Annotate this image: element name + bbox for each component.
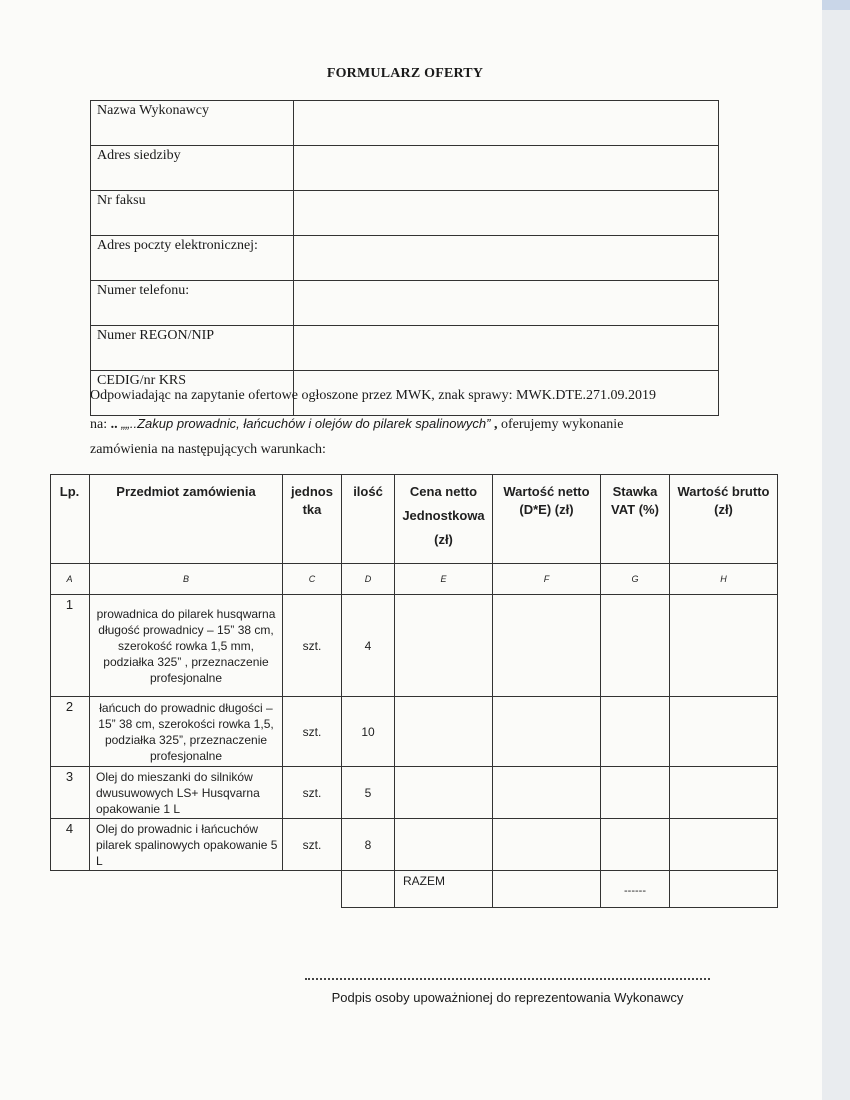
regon-nip-field[interactable] bbox=[294, 326, 719, 371]
net-price-field[interactable] bbox=[395, 767, 493, 819]
column-letter: E bbox=[395, 564, 493, 595]
item-quantity: 5 bbox=[342, 767, 395, 819]
header-lp: Lp. bbox=[50, 474, 90, 564]
table-row bbox=[91, 101, 719, 146]
gross-value-field[interactable] bbox=[670, 819, 778, 871]
table-row bbox=[91, 281, 719, 326]
scan-edge-corner bbox=[822, 0, 850, 10]
fax-field[interactable] bbox=[294, 191, 719, 236]
total-empty-cell bbox=[342, 871, 395, 908]
intro-line-2 bbox=[90, 410, 730, 438]
field-label: Adres poczty elektronicznej: bbox=[91, 236, 294, 281]
intro-dots: .. bbox=[110, 417, 118, 432]
header-gross: Wartość brutto (zł) bbox=[670, 474, 778, 564]
header-net-value: Wartość netto (D*E) (zł) bbox=[493, 474, 601, 564]
header-net-price: Cena netto Jednostkowa (zł) bbox=[395, 474, 493, 564]
field-label: CEDIG/nr KRS bbox=[91, 371, 294, 416]
intro-line-1: Odpowiadając na zapytanie ofertowe ogłoszone przez MWK, znak sprawy: MWK.DTE.271.09.2019 bbox=[90, 388, 657, 403]
email-field[interactable] bbox=[294, 236, 719, 281]
item-quantity: 10 bbox=[342, 697, 395, 767]
net-value-field[interactable] bbox=[493, 819, 601, 871]
item-description: Olej do prowadnic i łańcuchów pilarek spalinowych opakowanie 5 L bbox=[90, 819, 283, 871]
vat-rate-field[interactable] bbox=[601, 819, 670, 871]
column-letter: B bbox=[90, 564, 283, 595]
column-letter: F bbox=[493, 564, 601, 595]
table-row bbox=[91, 146, 719, 191]
item-description: łańcuch do prowadnic długości – 15” 38 cm, szerokości rowka 1,5, podziałka 325”, przeznaczenie profesjonalne bbox=[90, 697, 283, 767]
header-vat: Stawka VAT (%) bbox=[601, 474, 670, 564]
address-field[interactable] bbox=[294, 146, 719, 191]
item-unit: szt. bbox=[283, 767, 342, 819]
table-row bbox=[91, 191, 719, 236]
table-row bbox=[91, 236, 719, 281]
gross-value-field[interactable] bbox=[670, 697, 778, 767]
field-label: Numer telefonu: bbox=[91, 281, 294, 326]
total-vat-dash: ------ bbox=[601, 871, 670, 908]
net-value-field[interactable] bbox=[493, 697, 601, 767]
item-description: prowadnica do pilarek husqwarna długość prowadnicy – 15” 38 cm, szerokość rowka 1,5 mm, podziałka 325” , przeznaczenie profesjonalne bbox=[90, 595, 283, 697]
order-subject: „„..Zakup prowadnic, łańcuchów i olejów do pilarek spalinowych” bbox=[117, 416, 491, 431]
net-price-field[interactable] bbox=[395, 819, 493, 871]
item-description: Olej do mieszanki do silników dwusuwowych LS+ Husqvarna opakowanie 1 L bbox=[90, 767, 283, 819]
table-row bbox=[91, 326, 719, 371]
phone-field[interactable] bbox=[294, 281, 719, 326]
signature-label: Podpis osoby upoważnionej do reprezentowania Wykonawcy bbox=[331, 990, 684, 1005]
column-letter: C bbox=[283, 564, 342, 595]
net-value-field[interactable] bbox=[493, 595, 601, 697]
total-net-value-field[interactable] bbox=[493, 871, 601, 908]
header-qty: ilość bbox=[342, 474, 395, 564]
net-price-field[interactable] bbox=[395, 697, 493, 767]
field-label: Nazwa Wykonawcy bbox=[91, 101, 294, 146]
gross-value-field[interactable] bbox=[670, 767, 778, 819]
scan-edge bbox=[822, 0, 850, 1100]
row-number: 3 bbox=[50, 767, 90, 819]
net-price-field[interactable] bbox=[395, 595, 493, 697]
column-letter: A bbox=[50, 564, 90, 595]
field-label: Nr faksu bbox=[91, 191, 294, 236]
total-label: RAZEM bbox=[395, 871, 493, 908]
item-unit: szt. bbox=[283, 819, 342, 871]
order-table bbox=[50, 474, 778, 908]
item-unit: szt. bbox=[283, 697, 342, 767]
gross-value-field[interactable] bbox=[670, 595, 778, 697]
row-number: 4 bbox=[50, 819, 90, 871]
intro-comma: , bbox=[490, 417, 498, 432]
contractor-name-field[interactable] bbox=[294, 101, 719, 146]
row-number: 1 bbox=[50, 595, 90, 697]
signature-line[interactable] bbox=[305, 978, 710, 982]
header-item: Przedmiot zamówienia bbox=[90, 474, 283, 564]
item-quantity: 4 bbox=[342, 595, 395, 697]
net-value-field[interactable] bbox=[493, 767, 601, 819]
total-gross-value-field[interactable] bbox=[670, 871, 778, 908]
item-unit: szt. bbox=[283, 595, 342, 697]
intro-line-3: zamówienia na następujących warunkach: bbox=[90, 442, 326, 457]
intro-suffix: oferujemy wykonanie bbox=[497, 417, 624, 432]
form-title: FORMULARZ OFERTY bbox=[326, 66, 484, 81]
vat-rate-field[interactable] bbox=[601, 595, 670, 697]
item-quantity: 8 bbox=[342, 819, 395, 871]
column-letter: H bbox=[670, 564, 778, 595]
contractor-info-table bbox=[90, 100, 719, 416]
intro-prefix: na: bbox=[90, 417, 111, 432]
field-label: Numer REGON/NIP bbox=[91, 326, 294, 371]
column-letter: D bbox=[342, 564, 395, 595]
field-label: Adres siedziby bbox=[91, 146, 294, 191]
vat-rate-field[interactable] bbox=[601, 697, 670, 767]
column-letter: G bbox=[601, 564, 670, 595]
row-number: 2 bbox=[50, 697, 90, 767]
vat-rate-field[interactable] bbox=[601, 767, 670, 819]
header-unit: jednos tka bbox=[283, 474, 342, 564]
